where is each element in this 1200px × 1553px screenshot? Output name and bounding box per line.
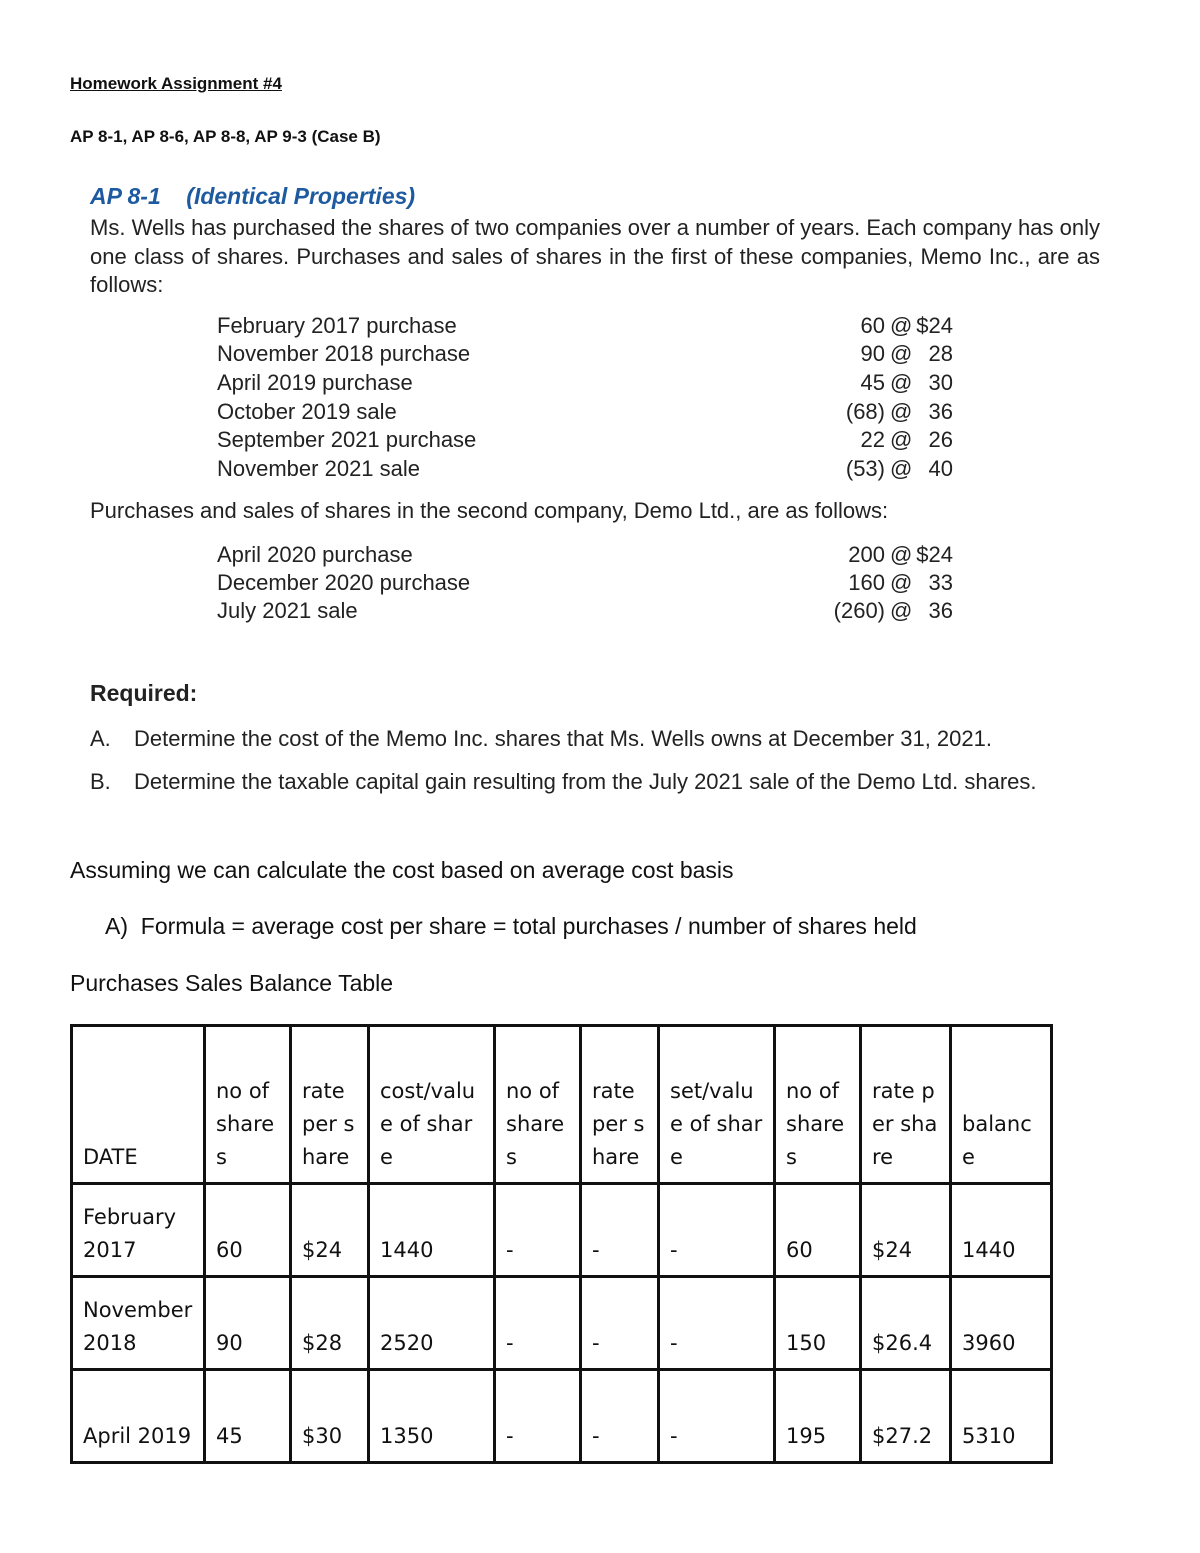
table-cell: - <box>495 1370 581 1463</box>
transaction-price: 40 <box>928 456 953 481</box>
required-letter: A. <box>90 726 111 751</box>
table-cell: - <box>659 1277 775 1370</box>
header-cell: set/value of share <box>659 1026 775 1184</box>
at-symbol: @ <box>890 341 913 366</box>
table-cell: 1440 <box>369 1184 495 1277</box>
at-symbol: @ <box>890 598 913 623</box>
transaction-quantity: 22 <box>860 427 885 452</box>
table-title: Purchases Sales Balance Table <box>70 970 394 996</box>
memo-value-row <box>217 399 957 427</box>
transaction-quantity: (53) <box>845 456 885 481</box>
demo-transaction-row <box>217 570 957 598</box>
table-cell: 150 <box>775 1277 861 1370</box>
at-symbol: @ <box>890 456 913 481</box>
transaction-label: December 2020 purchase <box>217 570 471 595</box>
table-cell: $30 <box>291 1370 369 1463</box>
transaction-price: $24 <box>916 313 953 338</box>
table-cell: 2520 <box>369 1277 495 1370</box>
demo-transaction-row <box>217 542 957 570</box>
transaction-quantity: 90 <box>860 341 885 366</box>
transaction-label: July 2021 sale <box>217 598 358 623</box>
required-text: Determine the taxable capital gain resulting from the July 2021 sale of the Demo Ltd. shares. <box>134 769 1037 794</box>
transaction-label: February 2017 purchase <box>217 313 457 338</box>
transaction-label: April 2020 purchase <box>217 542 413 567</box>
table-row <box>72 1184 1052 1277</box>
header-cell: balance <box>951 1026 1052 1184</box>
transaction-quantity: (260) <box>833 598 885 623</box>
transaction-quantity: 200 <box>848 542 885 567</box>
memo-value-row <box>217 427 957 455</box>
table-row <box>72 1370 1052 1463</box>
transaction-price: 33 <box>928 570 953 595</box>
at-symbol: @ <box>890 399 913 424</box>
table-cell: $26.4 <box>861 1277 951 1370</box>
table-cell: November 2018 <box>72 1277 205 1370</box>
demo-intro: Purchases and sales of shares in the second company, Demo Ltd., are as follows: <box>90 498 889 523</box>
header-cell: rate per share <box>581 1026 659 1184</box>
table-cell: - <box>581 1184 659 1277</box>
transaction-label: November 2021 sale <box>217 456 421 481</box>
at-symbol: @ <box>890 427 913 452</box>
memo-value-row <box>217 341 957 369</box>
required-item <box>90 769 1037 795</box>
transaction-label: November 2018 purchase <box>217 341 471 366</box>
table-header-row <box>72 1026 1052 1184</box>
assumption-text: Assuming we can calculate the cost based on average cost basis <box>70 857 734 883</box>
transaction-quantity: 45 <box>860 370 885 395</box>
at-symbol: @ <box>890 370 913 395</box>
table-cell: - <box>659 1184 775 1277</box>
transaction-label: October 2019 sale <box>217 399 397 424</box>
table-cell: - <box>659 1370 775 1463</box>
table-cell: $27.2 <box>861 1370 951 1463</box>
table-cell: - <box>581 1277 659 1370</box>
memo-value-row <box>217 313 957 341</box>
required-text: Determine the cost of the Memo Inc. shares that Ms. Wells owns at December 31, 2021. <box>134 726 992 751</box>
table-cell: - <box>495 1184 581 1277</box>
table-cell: February 2017 <box>72 1184 205 1277</box>
memo-value-row <box>217 370 957 398</box>
assignment-title: Homework Assignment #4 <box>70 74 282 93</box>
header-cell: no of shares <box>495 1026 581 1184</box>
header-cell: no of shares <box>775 1026 861 1184</box>
at-symbol: @ <box>890 570 913 595</box>
transaction-price: $24 <box>916 542 953 567</box>
table-cell: 1440 <box>951 1184 1052 1277</box>
table-cell: 60 <box>775 1184 861 1277</box>
assignment-problem-list: AP 8-1, AP 8-6, AP 8-8, AP 9-3 (Case B) <box>70 127 381 146</box>
table-cell: 1350 <box>369 1370 495 1463</box>
formula-text: A) Formula = average cost per share = total purchases / number of shares held <box>105 913 917 939</box>
transaction-price: 28 <box>928 341 953 366</box>
table-cell: 5310 <box>951 1370 1052 1463</box>
table-cell: $24 <box>861 1184 951 1277</box>
required-item <box>90 726 992 752</box>
problem-heading: AP 8-1 (Identical Properties) <box>90 183 416 209</box>
header-cell: no of shares <box>205 1026 291 1184</box>
table-cell: 195 <box>775 1370 861 1463</box>
header-cell: rate per share <box>291 1026 369 1184</box>
table-cell: $28 <box>291 1277 369 1370</box>
at-symbol: @ <box>890 542 913 567</box>
table-cell: 45 <box>205 1370 291 1463</box>
transaction-price: 36 <box>928 399 953 424</box>
header-cell: DATE <box>72 1026 205 1184</box>
transaction-label: September 2021 purchase <box>217 427 477 452</box>
header-cell: rate per share <box>861 1026 951 1184</box>
memo-value-row <box>217 456 957 484</box>
problem-intro: Ms. Wells has purchased the shares of two companies over a number of years. Each company has only one class of shares. Purchases and sales of shares in the first of these companies, Memo Inc., are as follows: <box>90 215 1100 297</box>
transaction-price: 30 <box>928 370 953 395</box>
transaction-label: April 2019 purchase <box>217 370 413 395</box>
transaction-quantity: 160 <box>848 570 885 595</box>
table-cell: 90 <box>205 1277 291 1370</box>
required-letter: B. <box>90 769 111 794</box>
transaction-quantity: 60 <box>860 313 885 338</box>
transaction-price: 26 <box>928 427 953 452</box>
required-heading: Required: <box>90 680 198 706</box>
at-symbol: @ <box>890 313 913 338</box>
table-cell: - <box>495 1277 581 1370</box>
table-cell: 3960 <box>951 1277 1052 1370</box>
transaction-price: 36 <box>928 598 953 623</box>
table-cell: 60 <box>205 1184 291 1277</box>
transaction-quantity: (68) <box>845 399 885 424</box>
header-cell: cost/value of share <box>369 1026 495 1184</box>
purchases-sales-balance-table <box>70 1024 1053 1464</box>
table-row <box>72 1277 1052 1370</box>
table-cell: $24 <box>291 1184 369 1277</box>
table-cell: April 2019 <box>72 1370 205 1463</box>
table-cell: - <box>581 1370 659 1463</box>
demo-transaction-row <box>217 598 957 626</box>
